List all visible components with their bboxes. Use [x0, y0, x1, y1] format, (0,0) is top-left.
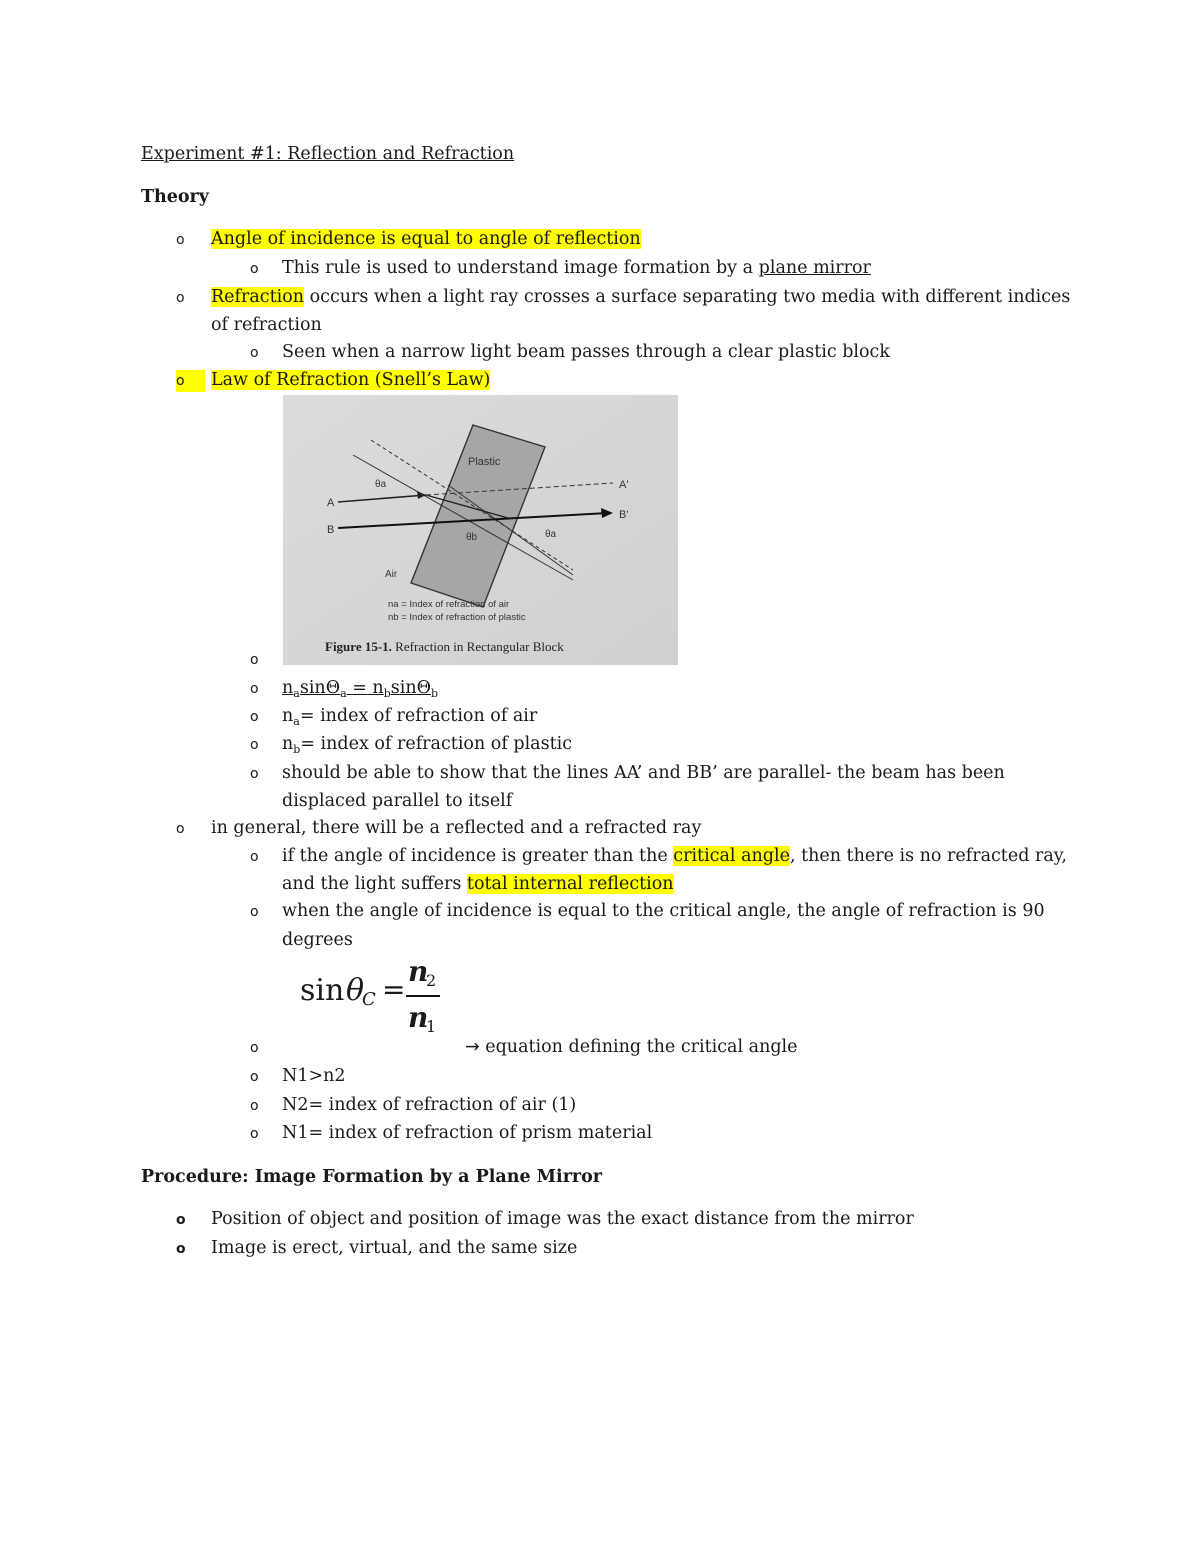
definition-na: [282, 705, 537, 727]
bullet-marker: o: [250, 737, 259, 753]
bullet-marker: o: [176, 821, 185, 837]
label-theta-a-right: θa: [545, 529, 557, 540]
plane-mirror-link: plane mirror: [758, 258, 871, 278]
bullet-marker: o: [176, 290, 185, 306]
procedure-item-1: Position of object and position of image was the exact distance from the mirror: [211, 1209, 914, 1229]
figure-caption: [325, 639, 564, 654]
refraction-diagram: [283, 395, 678, 665]
caption-text: Refraction in Rectangular Block: [391, 639, 564, 654]
bullet-marker-highlighted: o: [176, 370, 205, 392]
bullet-marker: o: [250, 1040, 259, 1056]
highlight-critical-angle: critical angle: [673, 846, 790, 866]
theory-bullet-general: in general, there will be a reflected and a refracted ray: [211, 818, 702, 838]
label-theta-a-left: θa: [375, 479, 387, 490]
bullet-marker: o: [250, 849, 259, 865]
definition-nb: $n_b=$ index of refraction of plastic: [282, 734, 573, 756]
eq-sub: a: [340, 687, 347, 700]
bullet-marker: o: [250, 345, 259, 361]
theory-sub-mirror: [282, 257, 871, 279]
bullet-marker: o: [250, 766, 259, 782]
formula-equals: =: [382, 973, 406, 1006]
highlight-refraction: Refraction: [211, 287, 305, 307]
n1-definition: N1= index of refraction of prism material: [282, 1123, 653, 1143]
def-n: n: [282, 734, 294, 754]
theory-heading: Theory: [141, 187, 209, 207]
arrow-icon: →: [465, 1037, 486, 1057]
caption-number: Figure 15-1.: [325, 639, 392, 654]
eq-sub: a: [293, 687, 300, 700]
n2-definition: N2= index of refraction of air (1): [282, 1095, 577, 1115]
theory-bullet-angle: [211, 228, 641, 250]
bullet-marker: o: [176, 1241, 186, 1257]
snell-equation: $n_a\sin\Theta_a = n_b\sin\Theta_b$: [282, 678, 439, 700]
label-b-prime: B': [619, 509, 629, 521]
critical-angle-note: [282, 845, 1067, 867]
bullet-marker: o: [176, 1212, 186, 1228]
eq-sin: sin: [299, 678, 326, 698]
formula-explanation: [465, 1036, 798, 1058]
def-text: = index of refraction of plastic: [300, 734, 573, 754]
legend-plastic: nb = Index of refraction of plastic: [388, 612, 526, 623]
highlight-snell: Law of Refraction (Snell’s Law): [211, 370, 491, 390]
equal-angle-note-cont: degrees: [282, 930, 353, 950]
eq-equals: =: [346, 678, 373, 698]
highlight-angle-rule: Angle of incidence is equal to angle of reflection: [211, 229, 641, 249]
def-n: n: [282, 706, 294, 726]
parallel-note: should be able to show that the lines AA’ and BB’ are parallel- the beam has been: [282, 763, 1005, 783]
label-a-prime: A': [619, 479, 629, 491]
label-plastic: Plastic: [468, 456, 501, 468]
formula-explanation-text: equation defining the critical angle: [485, 1037, 798, 1057]
formula-fraction-bar: [406, 995, 440, 997]
theory-bullet-refraction-cont: of refraction: [211, 315, 322, 335]
theory-bullet-snell: [211, 369, 490, 391]
theory-bullet-refraction: [211, 286, 1070, 308]
n1-greater-n2: N1>n2: [282, 1066, 346, 1086]
formula-numerator-sub: 2: [426, 971, 437, 990]
bullet-marker: o: [250, 681, 259, 697]
bullet-marker: o: [250, 261, 259, 277]
bullet-marker: o: [250, 1098, 259, 1114]
bullet-marker: o: [250, 904, 259, 920]
label-b: B: [327, 524, 335, 536]
formula-sin: sin: [300, 973, 345, 1008]
formula-denominator-n: n: [408, 1001, 429, 1034]
bullet-marker: o: [250, 652, 259, 668]
crit-text: if the angle of incidence is greater than the: [282, 846, 674, 866]
theory-sub-plastic-block: Seen when a narrow light beam passes through a clear plastic block: [282, 342, 890, 362]
refraction-text: occurs when a light ray crosses a surface separating two media with different indices: [304, 287, 1071, 307]
eq-theta: Θ: [325, 678, 341, 698]
label-a: A: [327, 497, 335, 509]
crit-text: and the light suffers: [282, 874, 467, 894]
legend-air: na = Index of refraction of air: [388, 599, 510, 610]
bullet-marker: o: [250, 1069, 259, 1085]
eq-theta: Θ: [416, 678, 431, 698]
refraction-figure: [283, 395, 678, 665]
def-text: = index of refraction of air: [299, 706, 538, 726]
formula-denominator-sub: 1: [426, 1017, 437, 1036]
highlight-total-internal-reflection: total internal reflection: [466, 874, 674, 894]
label-theta-b: θb: [466, 532, 478, 543]
bullet-marker: o: [250, 1126, 259, 1142]
critical-angle-formula: [300, 955, 450, 1040]
label-air: Air: [385, 569, 398, 580]
document-title: Experiment #1: Reflection and Refraction: [141, 144, 515, 164]
bullet-marker: o: [176, 232, 185, 248]
formula-c: C: [362, 989, 376, 1010]
eq-sin: sin: [390, 678, 417, 698]
eq-n: n: [372, 678, 384, 698]
procedure-item-2: Image is erect, virtual, and the same size: [211, 1238, 578, 1258]
critical-angle-note-cont: [282, 873, 674, 895]
parallel-note-cont: displaced parallel to itself: [282, 791, 513, 811]
formula-theta: θ: [346, 973, 365, 1008]
crit-text: , then there is no refracted ray,: [789, 846, 1067, 866]
bullet-marker: o: [250, 709, 259, 725]
procedure-heading: Procedure: Image Formation by a Plane Mirror: [141, 1167, 603, 1187]
eq-n: n: [282, 678, 294, 698]
def-sub: a: [293, 715, 300, 728]
formula-numerator-n: n: [408, 955, 429, 988]
equal-angle-note: when the angle of incidence is equal to the critical angle, the angle of refraction is 90: [282, 901, 1045, 921]
sub-text: This rule is used to understand image formation by a: [282, 258, 759, 278]
